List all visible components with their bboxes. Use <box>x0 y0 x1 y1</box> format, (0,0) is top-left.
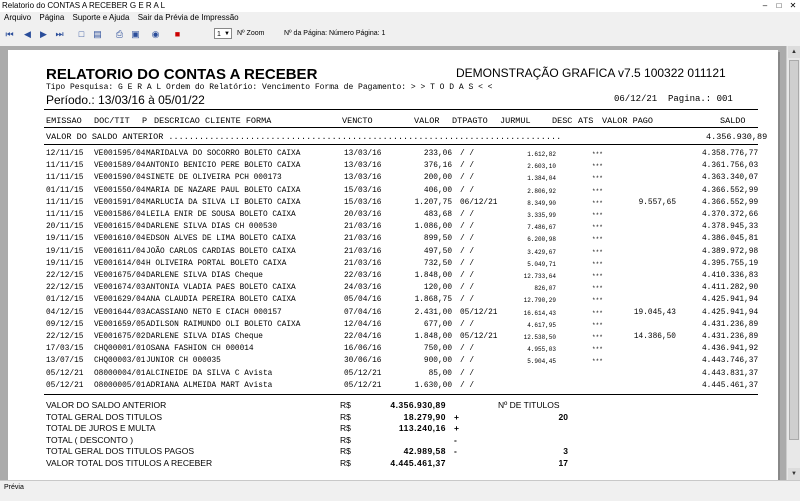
cell-a: *** <box>592 187 603 195</box>
cell-val: 200,00 <box>423 174 452 183</box>
cell-e: 19/11/15 <box>46 259 84 268</box>
cell-a: *** <box>592 321 603 329</box>
minimize-icon[interactable]: – <box>762 1 768 10</box>
status-text: Prévia <box>4 484 24 491</box>
total-extra_value: 17 <box>558 457 568 468</box>
cell-dt: / / <box>460 345 475 354</box>
total-extra_label: Nº DE TITULOS <box>498 400 560 410</box>
cell-v: 21/03/16 <box>344 235 382 244</box>
cell-c: DARLENE SILVA DIAS Cheque <box>146 272 263 280</box>
col-valor: VALOR <box>414 116 440 126</box>
menu-suporte[interactable]: Suporte e Ajuda <box>72 13 130 22</box>
menu-arquivo[interactable]: Arquivo <box>4 13 32 22</box>
total-label: TOTAL ( DESCONTO ) <box>46 434 134 445</box>
cell-a: *** <box>592 212 603 219</box>
totals-divider <box>44 394 758 395</box>
save-icon[interactable]: ▣ <box>131 29 140 39</box>
table-row <box>8 272 778 282</box>
cell-a: *** <box>592 236 603 244</box>
cell-val: 677,00 <box>423 320 452 329</box>
cell-j: 6.200,98 <box>527 236 556 244</box>
cell-s: 4.363.340,07 <box>702 174 759 183</box>
cell-e: 11/11/15 <box>46 198 84 207</box>
maximize-icon[interactable]: □ <box>776 1 782 10</box>
cell-j: 2.806,92 <box>527 187 556 195</box>
scroll-down-icon[interactable]: ▼ <box>788 468 800 480</box>
table-row <box>8 150 778 160</box>
cell-v: 22/04/16 <box>344 333 382 341</box>
cell-v: 07/04/16 <box>344 308 382 317</box>
cell-val: 376,16 <box>423 162 452 171</box>
cell-val: 1.848,00 <box>414 272 452 280</box>
cell-a: *** <box>592 358 603 366</box>
header-divider-top <box>44 109 758 110</box>
table-row <box>8 321 778 331</box>
pages-icon[interactable]: ▤ <box>93 29 102 39</box>
cell-s: 4.431.236,89 <box>702 333 759 341</box>
cell-e: 19/11/15 <box>46 247 84 256</box>
table-row <box>8 187 778 197</box>
cell-c: ACASSIANO NETO E CIACH 000157 <box>146 308 282 317</box>
cell-d: VE001595/04 <box>94 150 146 158</box>
total-label: VALOR TOTAL DOS TITULOS A RECEBER <box>46 457 213 468</box>
cell-c: H OLIVEIRA PORTAL BOLETO CAIXA <box>146 259 287 268</box>
table-row <box>8 223 778 233</box>
cell-v: 05/04/16 <box>344 296 382 305</box>
window-controls <box>758 0 800 12</box>
table-row <box>8 211 778 221</box>
cell-a: *** <box>592 163 603 171</box>
cell-e: 19/11/15 <box>46 235 84 244</box>
cell-e: 11/11/15 <box>46 211 84 219</box>
exit-icon[interactable]: ■ <box>174 29 181 39</box>
cell-val: 483,68 <box>423 211 452 219</box>
next-page-icon[interactable]: ▶ <box>40 29 47 39</box>
col-doc: DOC/TIT <box>94 116 130 126</box>
total-label: TOTAL GERAL DOS TITULOS <box>46 411 163 422</box>
table-row <box>8 296 778 306</box>
report-period: Período.: 13/03/16 à 05/01/22 <box>46 93 205 107</box>
cell-val: 1.630,00 <box>414 381 452 390</box>
cell-v: 15/03/16 <box>344 198 382 207</box>
cell-j: 826,07 <box>534 285 556 293</box>
cell-c: ANTONIA VLADIA PAES BOLETO CAIXA <box>146 284 296 293</box>
cell-dt: / / <box>460 272 475 280</box>
total-sign: + <box>454 411 459 422</box>
total-cur: R$ <box>340 457 351 468</box>
cell-dt: / / <box>460 320 475 329</box>
page-icon[interactable]: □ <box>78 29 85 39</box>
report-brand: DEMONSTRAÇÃO GRAFICA v7.5 100322 011121 <box>456 66 726 80</box>
close-icon[interactable]: ✕ <box>789 1 797 10</box>
cell-val: 899,50 <box>423 235 452 244</box>
cell-val: 85,00 <box>428 369 452 378</box>
page-combo-value: 1 <box>217 31 221 38</box>
table-row <box>8 162 778 172</box>
cell-j: 3.429,67 <box>527 248 556 256</box>
cell-dt: / / <box>460 174 475 183</box>
cell-j: 1.612,82 <box>527 151 556 158</box>
cell-d: VE001590/04 <box>94 174 146 183</box>
cell-d: CHQ00003/01 <box>94 357 146 366</box>
menu-pagina[interactable]: Página <box>39 13 65 22</box>
cell-d: O8000004/01 <box>94 369 146 378</box>
scroll-thumb[interactable] <box>789 60 799 440</box>
col-dtpagto: DTPAGTO <box>452 116 488 126</box>
cell-e: 05/12/21 <box>46 369 84 378</box>
cell-val: 497,50 <box>423 247 452 256</box>
cell-s: 4.411.282,90 <box>702 284 759 293</box>
toolbar <box>0 24 800 47</box>
table-row <box>8 370 778 380</box>
cell-dt: / / <box>460 247 475 256</box>
report-page <box>8 50 778 490</box>
cell-j: 12.790,29 <box>523 297 556 305</box>
zoom-label: Nº Zoom <box>237 30 265 37</box>
cell-d: VE001644/03 <box>94 308 146 317</box>
cell-s: 4.445.461,37 <box>702 381 759 390</box>
total-extra_value: 3 <box>563 446 568 456</box>
cell-j: 7.486,67 <box>527 224 556 232</box>
cell-val: 120,00 <box>423 284 452 293</box>
cell-val: 900,00 <box>423 357 452 366</box>
cell-a: *** <box>592 248 603 256</box>
table-row <box>8 199 778 209</box>
cell-v: 20/03/16 <box>344 211 382 219</box>
cell-a: *** <box>592 151 603 158</box>
saldo-divider <box>44 144 758 145</box>
cell-dt: / / <box>460 235 475 244</box>
cell-j: 3.335,99 <box>527 212 556 219</box>
cell-dt: / / <box>460 369 475 378</box>
cell-j: 4.617,95 <box>527 321 556 329</box>
header-divider-bottom <box>44 127 758 128</box>
cell-c: MARLUCIA DA SILVA LI BOLETO CAIXA <box>146 198 301 207</box>
col-valorpago: VALOR PAGO <box>602 116 654 126</box>
cell-dt: / / <box>460 296 475 305</box>
table-row <box>8 174 778 184</box>
table-row <box>8 260 778 270</box>
cell-s: 4.443.831,37 <box>702 369 759 378</box>
total-value: 113.240,16 <box>398 423 446 433</box>
page-label: Nº da Página: Número Página: 1 <box>284 30 386 37</box>
table-row <box>8 248 778 258</box>
table-row <box>8 333 778 343</box>
cell-e: 20/11/15 <box>46 223 84 232</box>
cell-v: 13/03/16 <box>344 174 382 183</box>
cell-c: DARLENE SILVA DIAS Cheque <box>146 333 263 341</box>
cell-d: O8000005/01 <box>94 381 146 390</box>
cell-s: 4.366.552,99 <box>702 186 759 195</box>
cell-dt: / / <box>460 150 475 158</box>
cell-val: 1.086,00 <box>414 223 452 232</box>
cell-s: 4.436.941,92 <box>702 345 759 354</box>
cell-dt: / / <box>460 259 475 268</box>
total-label: VALOR DO SALDO ANTERIOR <box>46 400 167 410</box>
cell-v: 15/03/16 <box>344 186 382 195</box>
cell-d: VE001550/04 <box>94 186 146 195</box>
cell-c: SINETE DE OLIVEIRA PCH 000173 <box>146 174 282 183</box>
cell-e: 22/12/15 <box>46 333 84 341</box>
total-label: TOTAL DE JUROS E MULTA <box>46 423 156 433</box>
cell-d: VE001614/04 <box>94 259 146 268</box>
cell-a: *** <box>592 175 603 183</box>
cell-val: 2.431,00 <box>414 308 452 317</box>
cell-dt: / / <box>460 381 475 390</box>
cell-c: JOÃO CARLOS CARDIAS BOLETO CAIXA <box>146 247 296 256</box>
cell-e: 01/11/15 <box>46 186 84 195</box>
cell-dt: 06/12/21 <box>460 198 498 207</box>
cell-s: 4.431.236,89 <box>702 320 759 329</box>
col-emissao: EMISSAO <box>46 116 82 126</box>
cell-s: 4.378.945,33 <box>702 223 759 232</box>
cell-e: 12/11/15 <box>46 150 84 158</box>
cell-v: 22/03/16 <box>344 272 382 280</box>
cell-j: 8.349,90 <box>527 199 556 207</box>
cell-v: 21/03/16 <box>344 247 382 256</box>
total-value: 4.445.461,37 <box>390 457 446 468</box>
cell-c: ADILSON RAIMUNDO OLI BOLETO CAIXA <box>146 320 301 329</box>
cell-j: 5.049,71 <box>527 260 556 268</box>
cell-val: 406,00 <box>423 186 452 195</box>
saldo-anterior-value: 4.356.930,89 <box>706 132 768 142</box>
cell-d: VE001674/03 <box>94 284 146 293</box>
cell-a: *** <box>592 309 603 317</box>
cell-dt: / / <box>460 211 475 219</box>
cell-val: 1.868,75 <box>414 296 452 305</box>
cell-d: VE001659/05 <box>94 320 146 329</box>
cell-e: 22/12/15 <box>46 272 84 280</box>
cell-a: *** <box>592 297 603 305</box>
cell-a: *** <box>592 224 603 232</box>
cell-s: 4.361.756,03 <box>702 162 759 171</box>
cell-e: 01/12/15 <box>46 296 84 305</box>
cell-c: MARIA DE NAZARE PAUL BOLETO CAIXA <box>146 186 301 195</box>
cell-d: VE001586/04 <box>94 211 146 219</box>
saldo-anterior-label: VALOR DO SALDO ANTERIOR ............................................................................. <box>46 132 562 142</box>
cell-e: 22/12/15 <box>46 284 84 293</box>
cell-c: MARIDALVA DO SOCORRO BOLETO CAIXA <box>146 150 301 158</box>
cell-d: VE001675/02 <box>94 333 146 341</box>
cell-s: 4.386.045,81 <box>702 235 759 244</box>
cell-d: VE001610/04 <box>94 235 146 244</box>
col-desc: DESCRICAO CLIENTE FORMA <box>154 116 272 126</box>
total-cur: R$ <box>340 434 351 445</box>
cell-d: CHQ00001/01 <box>94 345 146 354</box>
cell-e: 11/11/15 <box>46 174 84 183</box>
report-date: 06/12/21 <box>614 94 658 104</box>
cell-d: VE001589/04 <box>94 162 146 171</box>
cell-d: VE001629/04 <box>94 296 146 305</box>
col-p: P <box>142 116 148 126</box>
cell-v: 24/03/16 <box>344 284 382 293</box>
cell-val: 233,06 <box>423 150 452 158</box>
table-row <box>8 357 778 367</box>
cell-v: 21/03/16 <box>344 223 382 232</box>
cell-a: *** <box>592 334 603 341</box>
cell-e: 13/07/15 <box>46 357 84 366</box>
col-saldo: SALDO <box>720 116 746 126</box>
last-page-icon[interactable]: ⏭ <box>55 29 64 39</box>
report-subtitle: Tipo Pesquisa: G E R A L Ordem do Relatório: Vencimento Forma de Pagamento: > > T O D A S < < <box>46 83 493 92</box>
cell-a: *** <box>592 285 603 293</box>
total-sign: - <box>454 446 457 456</box>
cell-d: VE001611/04 <box>94 247 146 256</box>
cell-a: *** <box>592 346 603 354</box>
cell-e: 17/03/15 <box>46 345 84 354</box>
cell-dt: / / <box>460 162 475 171</box>
cell-d: VE001675/04 <box>94 272 146 280</box>
cell-c: ALCINEIDE DA SILVA C Avista <box>146 369 273 378</box>
cell-val: 1.848,00 <box>414 333 452 341</box>
cell-v: 21/03/16 <box>344 259 382 268</box>
total-cur: R$ <box>340 446 351 456</box>
total-sign: + <box>454 423 459 433</box>
cell-val: 732,50 <box>423 259 452 268</box>
cell-d: VE001591/04 <box>94 198 146 207</box>
cell-dt: / / <box>460 284 475 293</box>
col-desc2: DESC <box>552 116 573 126</box>
cell-dt: / / <box>460 357 475 366</box>
cell-a: *** <box>592 199 603 207</box>
cell-s: 4.395.755,19 <box>702 259 759 268</box>
cell-c: ADRIANA ALMEIDA MART Avista <box>146 381 273 390</box>
cell-dt: 05/12/21 <box>460 308 498 317</box>
window-titlebar <box>0 0 800 12</box>
cell-j: 4.955,03 <box>527 346 556 354</box>
cell-v: 13/03/16 <box>344 162 382 171</box>
table-row <box>8 235 778 245</box>
cell-c: ANTONIO BENICIO PERE BOLETO CAIXA <box>146 162 301 171</box>
total-label: TOTAL GERAL DOS TITULOS PAGOS <box>46 446 194 456</box>
table-row <box>8 382 778 392</box>
total-extra_value: 20 <box>558 411 568 422</box>
cell-c: ANA CLAUDIA PEREIRA BOLETO CAIXA <box>146 296 296 305</box>
report-page-number: Pagina.: 001 <box>668 94 733 104</box>
cell-v: 12/04/16 <box>344 320 382 329</box>
page-combo[interactable] <box>214 28 232 39</box>
total-sign: - <box>454 434 457 445</box>
menu-bar <box>0 12 800 24</box>
cell-v: 13/03/16 <box>344 150 382 158</box>
cell-j: 12.733,64 <box>523 273 556 280</box>
cell-s: 4.425.941,94 <box>702 308 759 317</box>
cell-e: 11/11/15 <box>46 162 84 171</box>
cell-dt: / / <box>460 186 475 195</box>
cell-s: 4.443.746,37 <box>702 357 759 366</box>
export-icon[interactable]: ◉ <box>151 29 160 39</box>
total-cur: R$ <box>340 400 351 410</box>
vertical-scrollbar[interactable] <box>786 46 800 480</box>
total-value: 42.989,58 <box>403 446 446 456</box>
cell-s: 4.425.941,94 <box>702 296 759 305</box>
cell-c: LEILA ENIR DE SOUSA BOLETO CAIXA <box>146 211 296 219</box>
cell-vp: 19.045,43 <box>633 308 676 317</box>
table-row <box>8 345 778 355</box>
cell-s: 4.358.776,77 <box>702 150 759 158</box>
cell-j: 12.538,50 <box>523 334 556 341</box>
cell-j: 1.384,04 <box>527 175 556 183</box>
window-title: Relatorio do CONTAS A RECEBER G E R A L <box>2 1 166 10</box>
cell-vp: 9.557,65 <box>638 198 676 207</box>
cell-vp: 14.386,50 <box>633 333 676 341</box>
cell-v: 05/12/21 <box>344 369 382 378</box>
chevron-down-icon: ▼ <box>224 31 230 37</box>
cell-s: 4.410.336,83 <box>702 272 759 280</box>
table-row <box>8 284 778 294</box>
col-jurmul: JURMUL <box>500 116 531 126</box>
total-cur: R$ <box>340 411 351 422</box>
cell-d: VE001615/04 <box>94 223 146 232</box>
print-icon[interactable]: ⎙ <box>115 29 124 39</box>
cell-s: 4.389.972,98 <box>702 247 759 256</box>
cell-val: 750,00 <box>423 345 452 354</box>
cell-e: 04/12/15 <box>46 308 84 317</box>
cell-s: 4.366.552,99 <box>702 198 759 207</box>
cell-c: DARLENE SILVA DIAS CH 000530 <box>146 223 278 232</box>
cell-e: 09/12/15 <box>46 320 84 329</box>
cell-v: 16/06/16 <box>344 345 382 354</box>
cell-c: EDSON ALVES DE LIMA BOLETO CAIXA <box>146 235 296 244</box>
cell-c: JUNIOR CH 000035 <box>146 357 221 366</box>
col-ats: ATS <box>578 116 594 126</box>
previous-page-icon[interactable]: ◀ <box>24 29 31 39</box>
table-row <box>8 309 778 319</box>
cell-v: 30/06/16 <box>344 357 382 366</box>
cell-j: 16.614,43 <box>523 309 556 317</box>
first-page-icon[interactable]: ⏮ <box>5 29 14 39</box>
status-bar <box>0 480 800 501</box>
menu-sair[interactable]: Sair da Prévia de Impressão <box>137 13 239 22</box>
cell-j: 5.904,45 <box>527 358 556 366</box>
cell-val: 1.207,75 <box>414 198 452 207</box>
total-cur: R$ <box>340 423 351 433</box>
cell-v: 05/12/21 <box>344 381 382 390</box>
cell-s: 4.370.372,66 <box>702 211 759 219</box>
cell-j: 2.603,10 <box>527 163 556 171</box>
report-title: RELATORIO DO CONTAS A RECEBER <box>46 66 318 83</box>
cell-a: *** <box>592 273 603 280</box>
cell-dt: 05/12/21 <box>460 333 498 341</box>
col-vencto: VENCTO <box>342 116 373 126</box>
cell-e: 05/12/21 <box>46 381 84 390</box>
total-value: 4.356.930,89 <box>390 400 446 410</box>
scroll-up-icon[interactable]: ▲ <box>788 46 800 58</box>
cell-a: *** <box>592 260 603 268</box>
cell-c: OSANA FASHION CH 000014 <box>146 345 254 354</box>
cell-dt: / / <box>460 223 475 232</box>
total-value: 18.279,90 <box>403 411 446 422</box>
